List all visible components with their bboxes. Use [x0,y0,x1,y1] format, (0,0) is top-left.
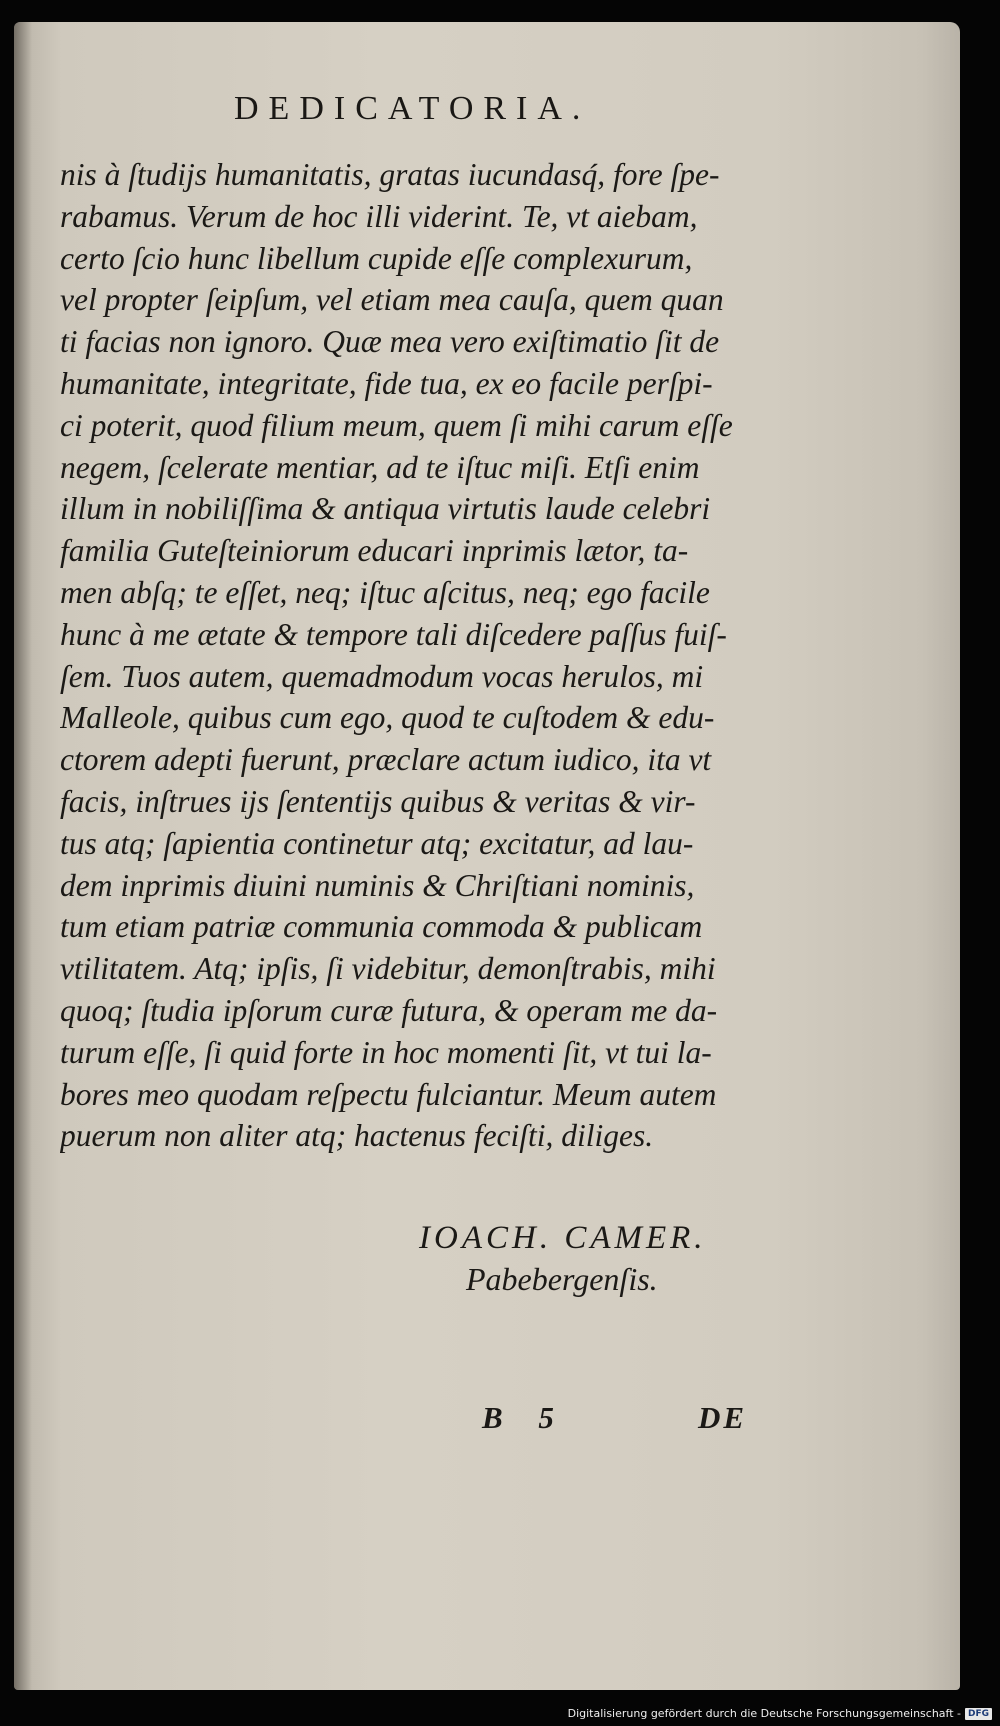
text-line: tus atq; ſapientia continetur atq; excitatur, ad lau- [60,825,694,861]
running-head: DEDICATORIA. [234,90,591,127]
text-line: negem, ſcelerate mentiar, ad te iſtuc miſi. Etſi enim [60,449,700,485]
text-line: dem inprimis diuini numinis & Chriſtiani nominis, [60,867,695,903]
text-line: vtilitatem. Atq; ipſis, ſi videbitur, demonſtrabis, mihi [60,951,716,987]
body-text [60,154,790,1157]
book-page [14,22,960,1690]
text-line: Malleole, quibus cum ego, quod te cuſtodem & edu- [60,700,715,736]
text-line: men abſq; te eſſet, neq; iſtuc aſcitus, neq; ego facile [60,574,710,610]
text-line: quoq; ſtudia ipſorum curæ futura, & operam me da- [60,992,718,1028]
signature-mark: B 5 [482,1400,568,1435]
signature-origin: Pabebergenſis. [466,1261,658,1297]
text-line: humanitate, integritate, fide tua, ex eo facile perſpi- [60,365,713,401]
text-line: certo ſcio hunc libellum cupide eſſe complexurum, [60,240,693,276]
text-line: hunc à me ætate & tempore tali diſcedere paſſus fuiſ- [60,616,727,652]
text-line: turum eſſe, ſi quid forte in hoc momenti ſit, vt tui la- [60,1034,712,1070]
text-line: vel propter ſeipſum, vel etiam mea cauſa, quem quan [60,282,724,318]
text-line: nis à ſtudijs humanitatis, gratas iucundasq́, fore ſpe- [60,157,720,192]
digitization-credit [568,1707,992,1720]
text-line: ſem. Tuos autem, quemadmodum vocas herulos, mi [60,658,704,694]
text-line: puerum non aliter atq; hactenus feciſti, diliges. [60,1118,654,1154]
catchword: DE [698,1400,748,1435]
text-line: ci poterit, quod filium meum, quem ſi mihi carum eſſe [60,407,733,443]
text-line: familia Guteſteiniorum educari inprimis lætor, ta- [60,533,689,569]
text-line: ctorem adepti fuerunt, præclare actum iudico, ita vt [60,742,712,778]
text-line: illum in nobiliſſima & antiqua virtutis laude celebri [60,491,711,527]
text-line: facis, inſtrues ijs ſententijs quibus & veritas & vir- [60,783,696,819]
text-line: tum etiam patriæ communia commoda & publicam [60,909,703,945]
text-line: rabamus. Verum de hoc illi viderint. Te, vt aiebam, [60,198,698,234]
dfg-logo: DFG [965,1708,992,1720]
text-line: bores meo quodam reſpectu fulciantur. Meum autem [60,1076,717,1112]
signature-name: IOACH. CAMER. [419,1220,707,1256]
signature-block [419,1220,707,1298]
credit-text: Digitalisierung gefördert durch die Deutsche Forschungsgemeinschaft - [567,1707,961,1720]
text-line: ti facias non ignoro. Quæ mea vero exiſtimatio ſit de [60,324,720,360]
